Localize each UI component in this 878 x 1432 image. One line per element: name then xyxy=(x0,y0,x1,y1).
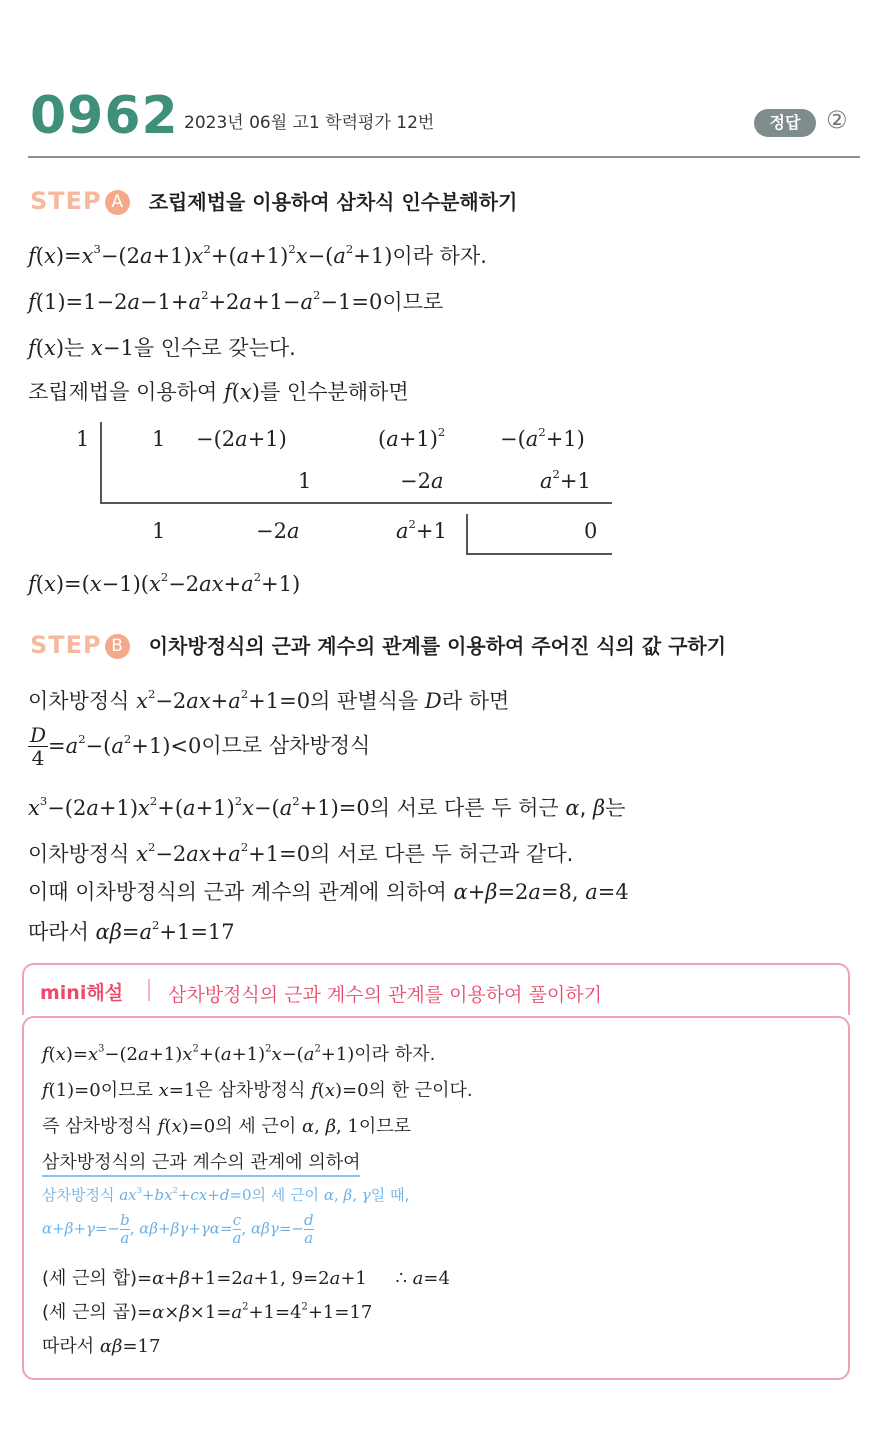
synthetic-remainder-bar xyxy=(466,514,468,554)
step-a-line-1: $f(x)=x^3-(2a+1)x^2+(a+1)^2x-(a^2+1)$이라 하자. xyxy=(28,242,487,268)
step-b-line-4: 이차방정식 $x^2-2ax+a^2+1=0$의 서로 다른 두 허근과 같다. xyxy=(28,840,574,866)
step-b-title: 이차방정식의 근과 계수의 관계를 이용하여 주어진 식의 값 구하기 xyxy=(148,634,727,658)
mini-line-5: (세 근의 합)=α+β+1=2a+1, 9=2a+1 ∴ a=4 xyxy=(42,1268,450,1289)
step-b-line-3: $x^3-(2a+1)x^2+(a+1)^2x-(a^2+1)=0$의 서로 다른 두 허근 α, β는 xyxy=(28,794,626,820)
syn-r3-c4: 0 xyxy=(584,519,598,543)
step-a-title: 조립제법을 이용하여 삼차식 인수분해하기 xyxy=(148,190,518,214)
step-a-line-4: 조립제법을 이용하여 f(x)를 인수분해하면 xyxy=(28,380,409,404)
syn-r1-c1: 1 xyxy=(152,427,166,451)
synthetic-divisor: 1 xyxy=(76,427,90,451)
step-a-factored: $f(x)=(x-1)(x^2-2ax+a^2+1)$ xyxy=(28,570,301,596)
syn-r2-c4: $a^2+1$ xyxy=(540,467,591,493)
header-divider xyxy=(28,156,860,158)
syn-r1-c2: −(2a+1) xyxy=(196,427,287,451)
syn-r2-c2: 1 xyxy=(298,469,312,493)
mini-line-3: 즉 삼차방정식 f(x)=0의 세 근이 α, β, 1이므로 xyxy=(42,1116,412,1137)
step-b-line-5: 이때 이차방정식의 근과 계수의 관계에 의하여 α+β=2a=8, a=4 xyxy=(28,880,629,904)
syn-r3-c2: −2a xyxy=(256,519,300,543)
syn-r3-c3: $a^2+1$ xyxy=(396,517,447,543)
answer-value: ② xyxy=(826,106,848,134)
problem-source: 2023년 06월 고1 학력평가 12번 xyxy=(184,113,435,133)
step-b-line-6: 따라서 $\alpha\beta=a^2+1=17$ xyxy=(28,918,235,944)
mini-title: 삼차방정식의 근과 계수의 관계를 이용하여 풀이하기 xyxy=(168,984,602,1006)
problem-number: 0962 xyxy=(30,86,179,146)
step-b-letter: B xyxy=(105,634,130,659)
step-a-tag: STEP xyxy=(30,187,102,215)
mini-line-1: $f(x)=x^3-(2a+1)x^2+(a+1)^2x-(a^2+1)$이라 하자. xyxy=(42,1043,436,1065)
step-b-tag: STEP xyxy=(30,631,102,659)
syn-r2-c3: −2a xyxy=(400,469,444,493)
mini-note-2: α+β+γ=− $\frac{b}{a}$ , αβ+βγ+γα= $\frac{c}{a}$ , αβγ=− $\frac{d}{a}$ xyxy=(42,1211,314,1247)
step-a-line-2: $f(1)=1-2a-1+a^2+2a+1-a^2-1=0$이므로 xyxy=(28,288,444,314)
answer-badge: 정답 xyxy=(754,109,816,137)
step-b-line-2: $\frac{D}{4}$ $=a^2-(a^2+1)<0$이므로 삼차방정식 xyxy=(30,723,371,770)
syn-r1-c3: $(a+1)^2$ xyxy=(378,425,446,451)
step-a-line-3: f(x)는 x−1을 인수로 갖는다. xyxy=(28,336,296,360)
mini-line-2: f(1)=0이므로 x=1은 삼차방정식 f(x)=0의 한 근이다. xyxy=(42,1080,473,1101)
step-b-line-1: 이차방정식 $x^2-2ax+a^2+1=0$의 판별식을 D라 하면 xyxy=(28,687,510,713)
synthetic-vertical-line xyxy=(100,422,102,502)
syn-r1-c4: $-(a^2+1)$ xyxy=(500,425,585,451)
mini-separator xyxy=(148,979,150,1001)
step-a-letter: A xyxy=(105,190,130,215)
synthetic-remainder-base xyxy=(466,553,612,555)
mini-label: mini해설 xyxy=(40,982,124,1004)
mini-note-1: 삼차방정식 $ax^3+bx^2+cx+d=0$의 세 근이 α, β, γ일 때, xyxy=(42,1185,410,1204)
mini-line-6: (세 근의 곱)$=\alpha\times\beta\times 1=a^2+1=4^2+1=17$ xyxy=(42,1301,373,1323)
syn-r3-c1: 1 xyxy=(152,519,166,543)
synthetic-horizontal-line xyxy=(100,502,612,504)
mini-line-4: 삼차방정식의 근과 계수의 관계에 의하여 xyxy=(42,1148,360,1177)
step-a-heading xyxy=(30,186,517,215)
step-b-heading xyxy=(30,630,726,659)
mini-line-7: 따라서 αβ=17 xyxy=(42,1336,161,1357)
